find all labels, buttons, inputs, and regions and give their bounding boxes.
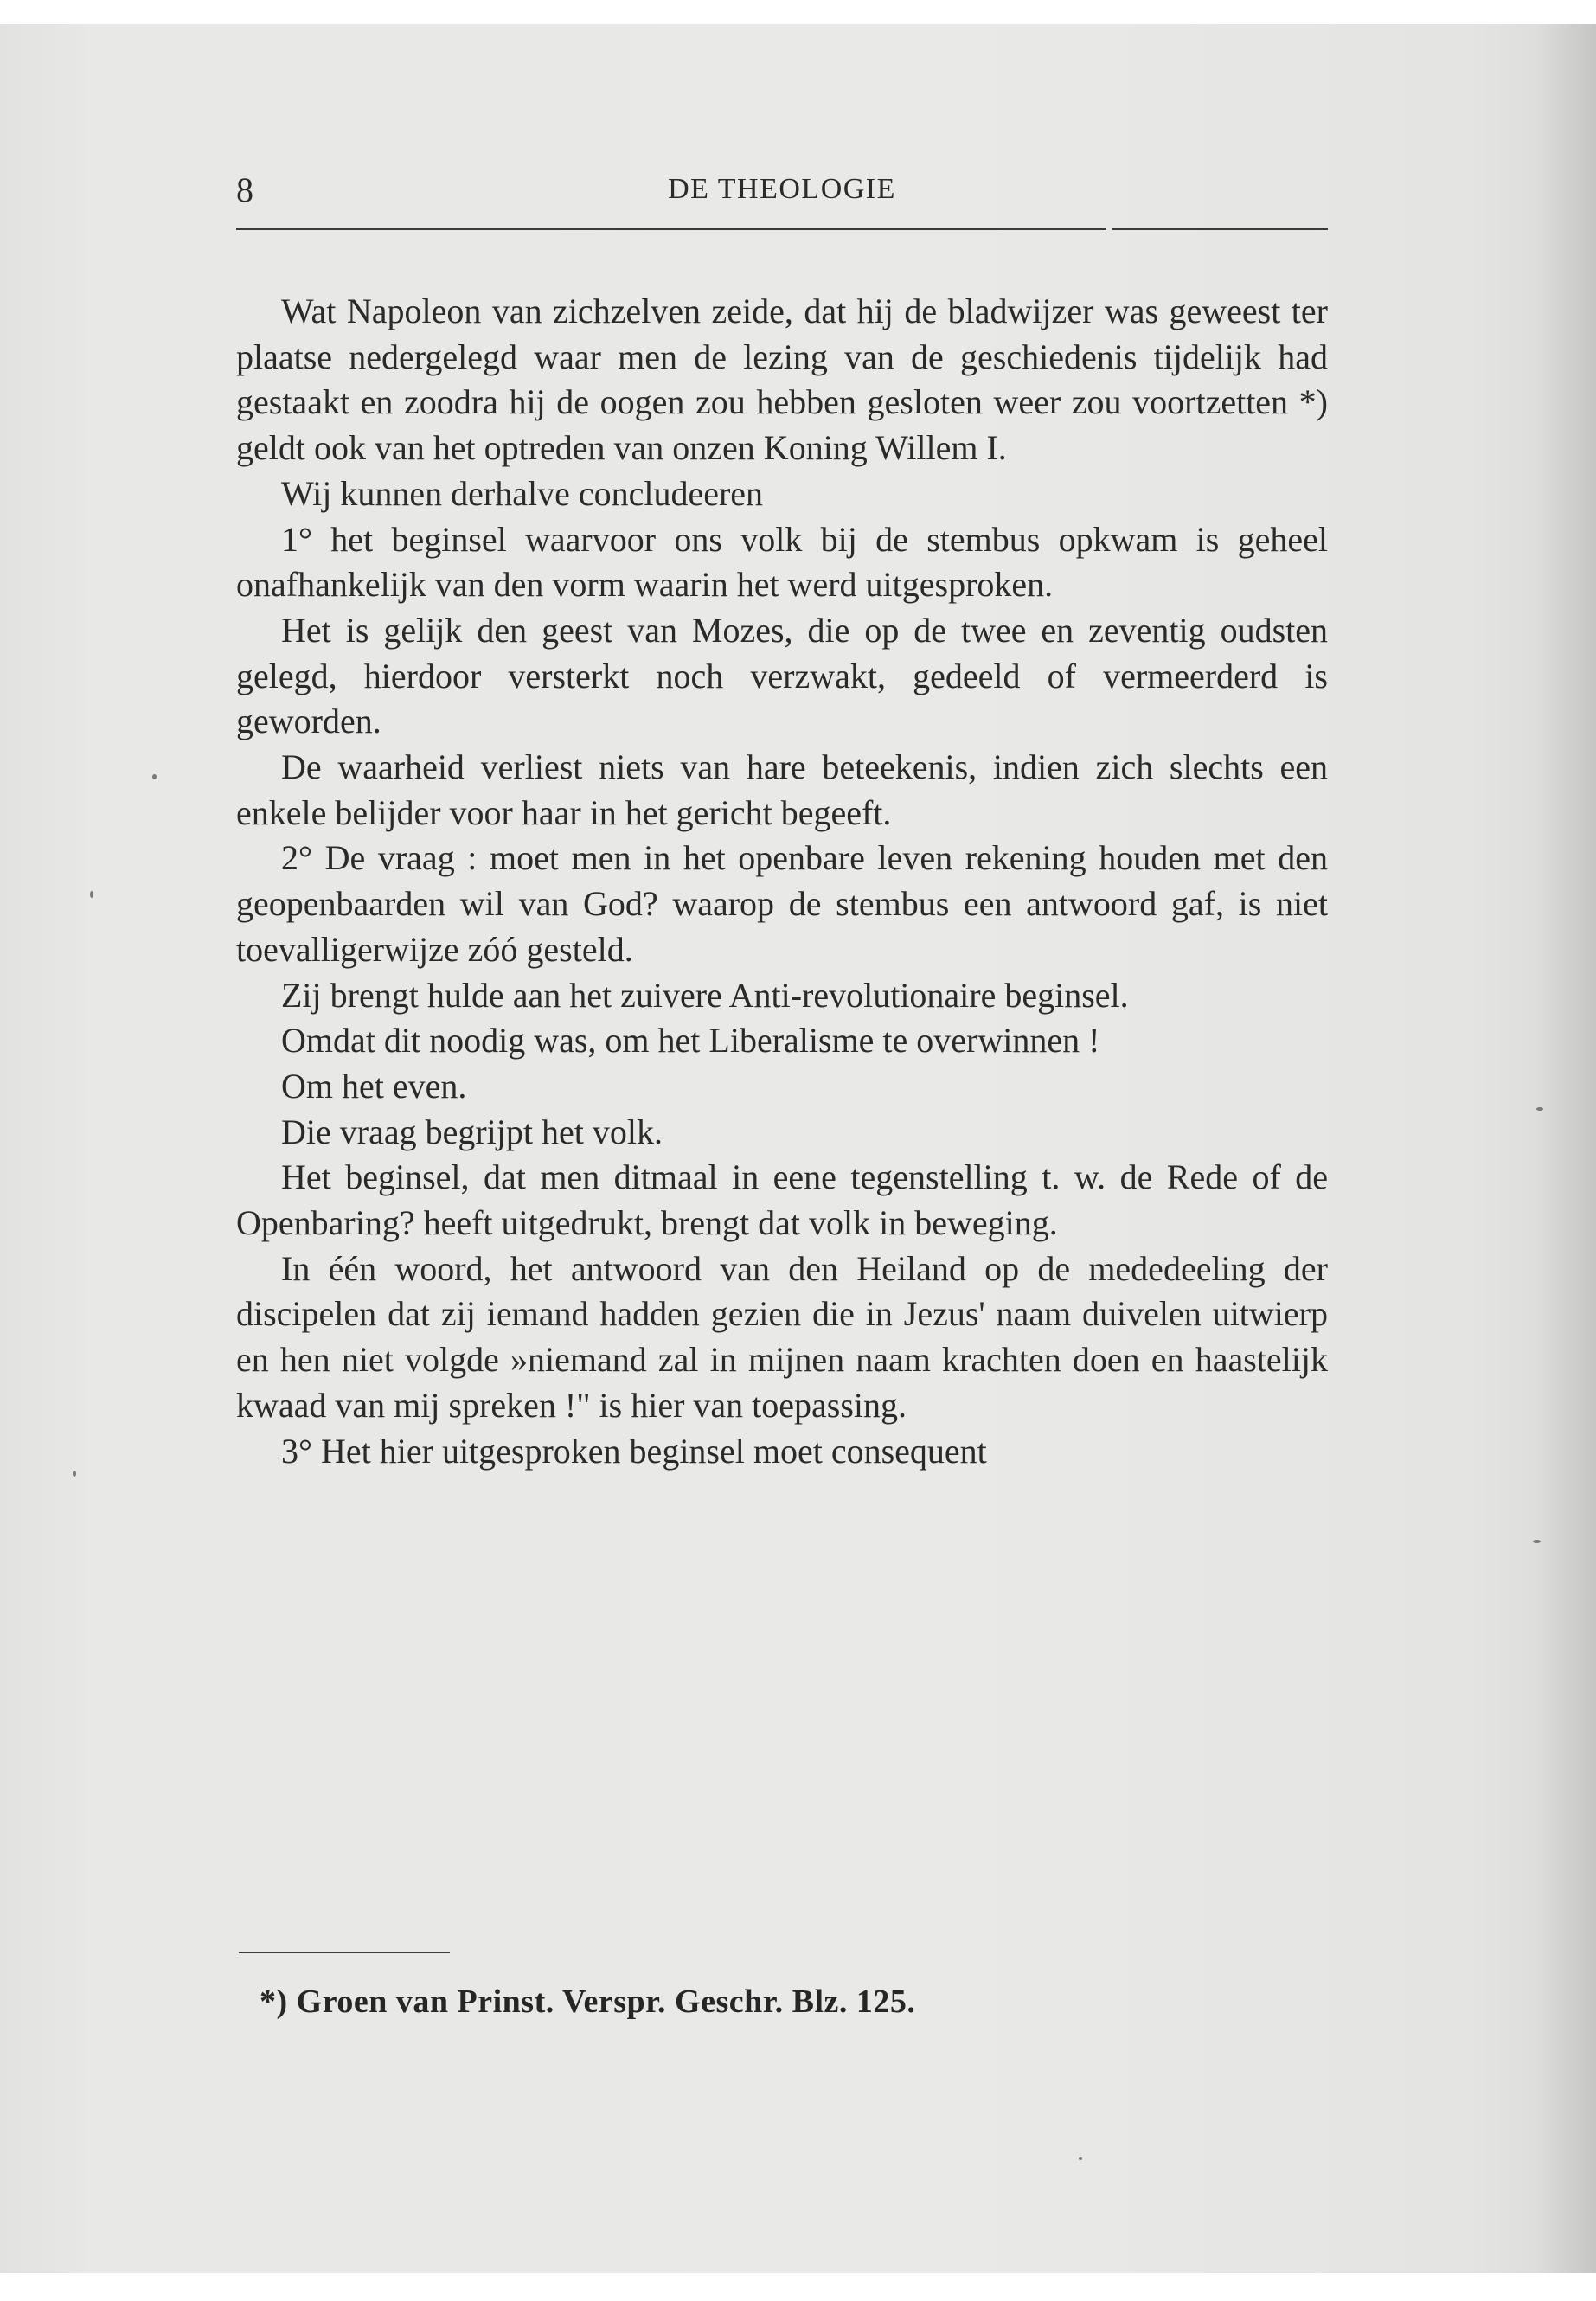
paragraph: Het beginsel, dat men ditmaal in eene tegenstelling t. w. de Rede of de Openbaring? heeft uitgedrukt, brengt dat volk in beweging.	[236, 1157, 1328, 1243]
paragraph: 1° het beginsel waarvoor ons volk bij de stembus opkwam is geheel onafhankelijk van den vorm waarin het werd uitgesproken.	[236, 519, 1328, 605]
paragraph: Om het even.	[281, 1066, 467, 1106]
paragraph: 2° De vraag : moet men in het openbare leven rekening houden met den geopenbaarden wil van God? waarop de stembus een antwoord gaf, is niet toevalligerwijze zóó gesteld.	[236, 838, 1328, 969]
paragraph: Wat Napoleon van zichzelven zeide, dat hij de bladwijzer was geweest ter plaatse nedergelegd waar men de lezing van de geschiedenis tijdelijk had gestaakt en zoodra hij de oogen zou hebben gesloten weer zou voortzetten *) geldt ook van het optreden van onzen Koning Willem I.	[236, 292, 1328, 468]
paragraph: Omdat dit noodig was, om het Liberalisme te overwinnen !	[281, 1021, 1100, 1061]
paragraph: Het is gelijk den geest van Mozes, die op de twee en zeventig oudsten gelegd, hierdoor versterkt noch verzwakt, gedeeld of vermeerderd is geworden.	[236, 610, 1328, 741]
footnote-rule	[239, 1952, 450, 1953]
paragraph: De waarheid verliest niets van hare beteekenis, indien zich slechts een enkele belijder voor haar in het gericht begeeft.	[236, 747, 1328, 832]
paragraph: In één woord, het antwoord van den Heiland op de mededeeling der discipelen dat zij iemand hadden gezien die in Jezus' naam duivelen uitwierp en hen niet volgde »niemand zal in mijnen naam krachten doen en haastelijk kwaad van mij spreken !" is hier van toepassing.	[236, 1248, 1328, 1425]
paragraph: Wij kunnen derhalve concludeeren	[281, 473, 764, 513]
paragraph: Zij brengt hulde aan het zuivere Anti-revolutionaire beginsel.	[281, 975, 1129, 1015]
page-edge-shadow	[1535, 24, 1596, 2273]
page-number: 8	[236, 170, 253, 209]
page-header	[236, 170, 1328, 213]
running-title: DE THEOLOGIE	[668, 173, 896, 205]
header-rule	[236, 228, 1106, 230]
paper-speck	[1536, 1107, 1543, 1111]
paper-speck	[152, 774, 157, 779]
body-text	[236, 289, 1328, 1474]
paper-speck	[90, 891, 93, 898]
footnote: *) Groen van Prinst. Verspr. Geschr. Blz. 125.	[260, 1984, 916, 2020]
header-rule-short	[1112, 228, 1328, 230]
paragraph: 3° Het hier uitgesproken beginsel moet consequent	[281, 1431, 987, 1471]
paper-speck	[73, 1471, 76, 1477]
paper-speck	[1079, 2157, 1082, 2160]
paragraph: Die vraag begrijpt het volk.	[281, 1112, 663, 1151]
paper-speck	[1533, 1540, 1541, 1543]
